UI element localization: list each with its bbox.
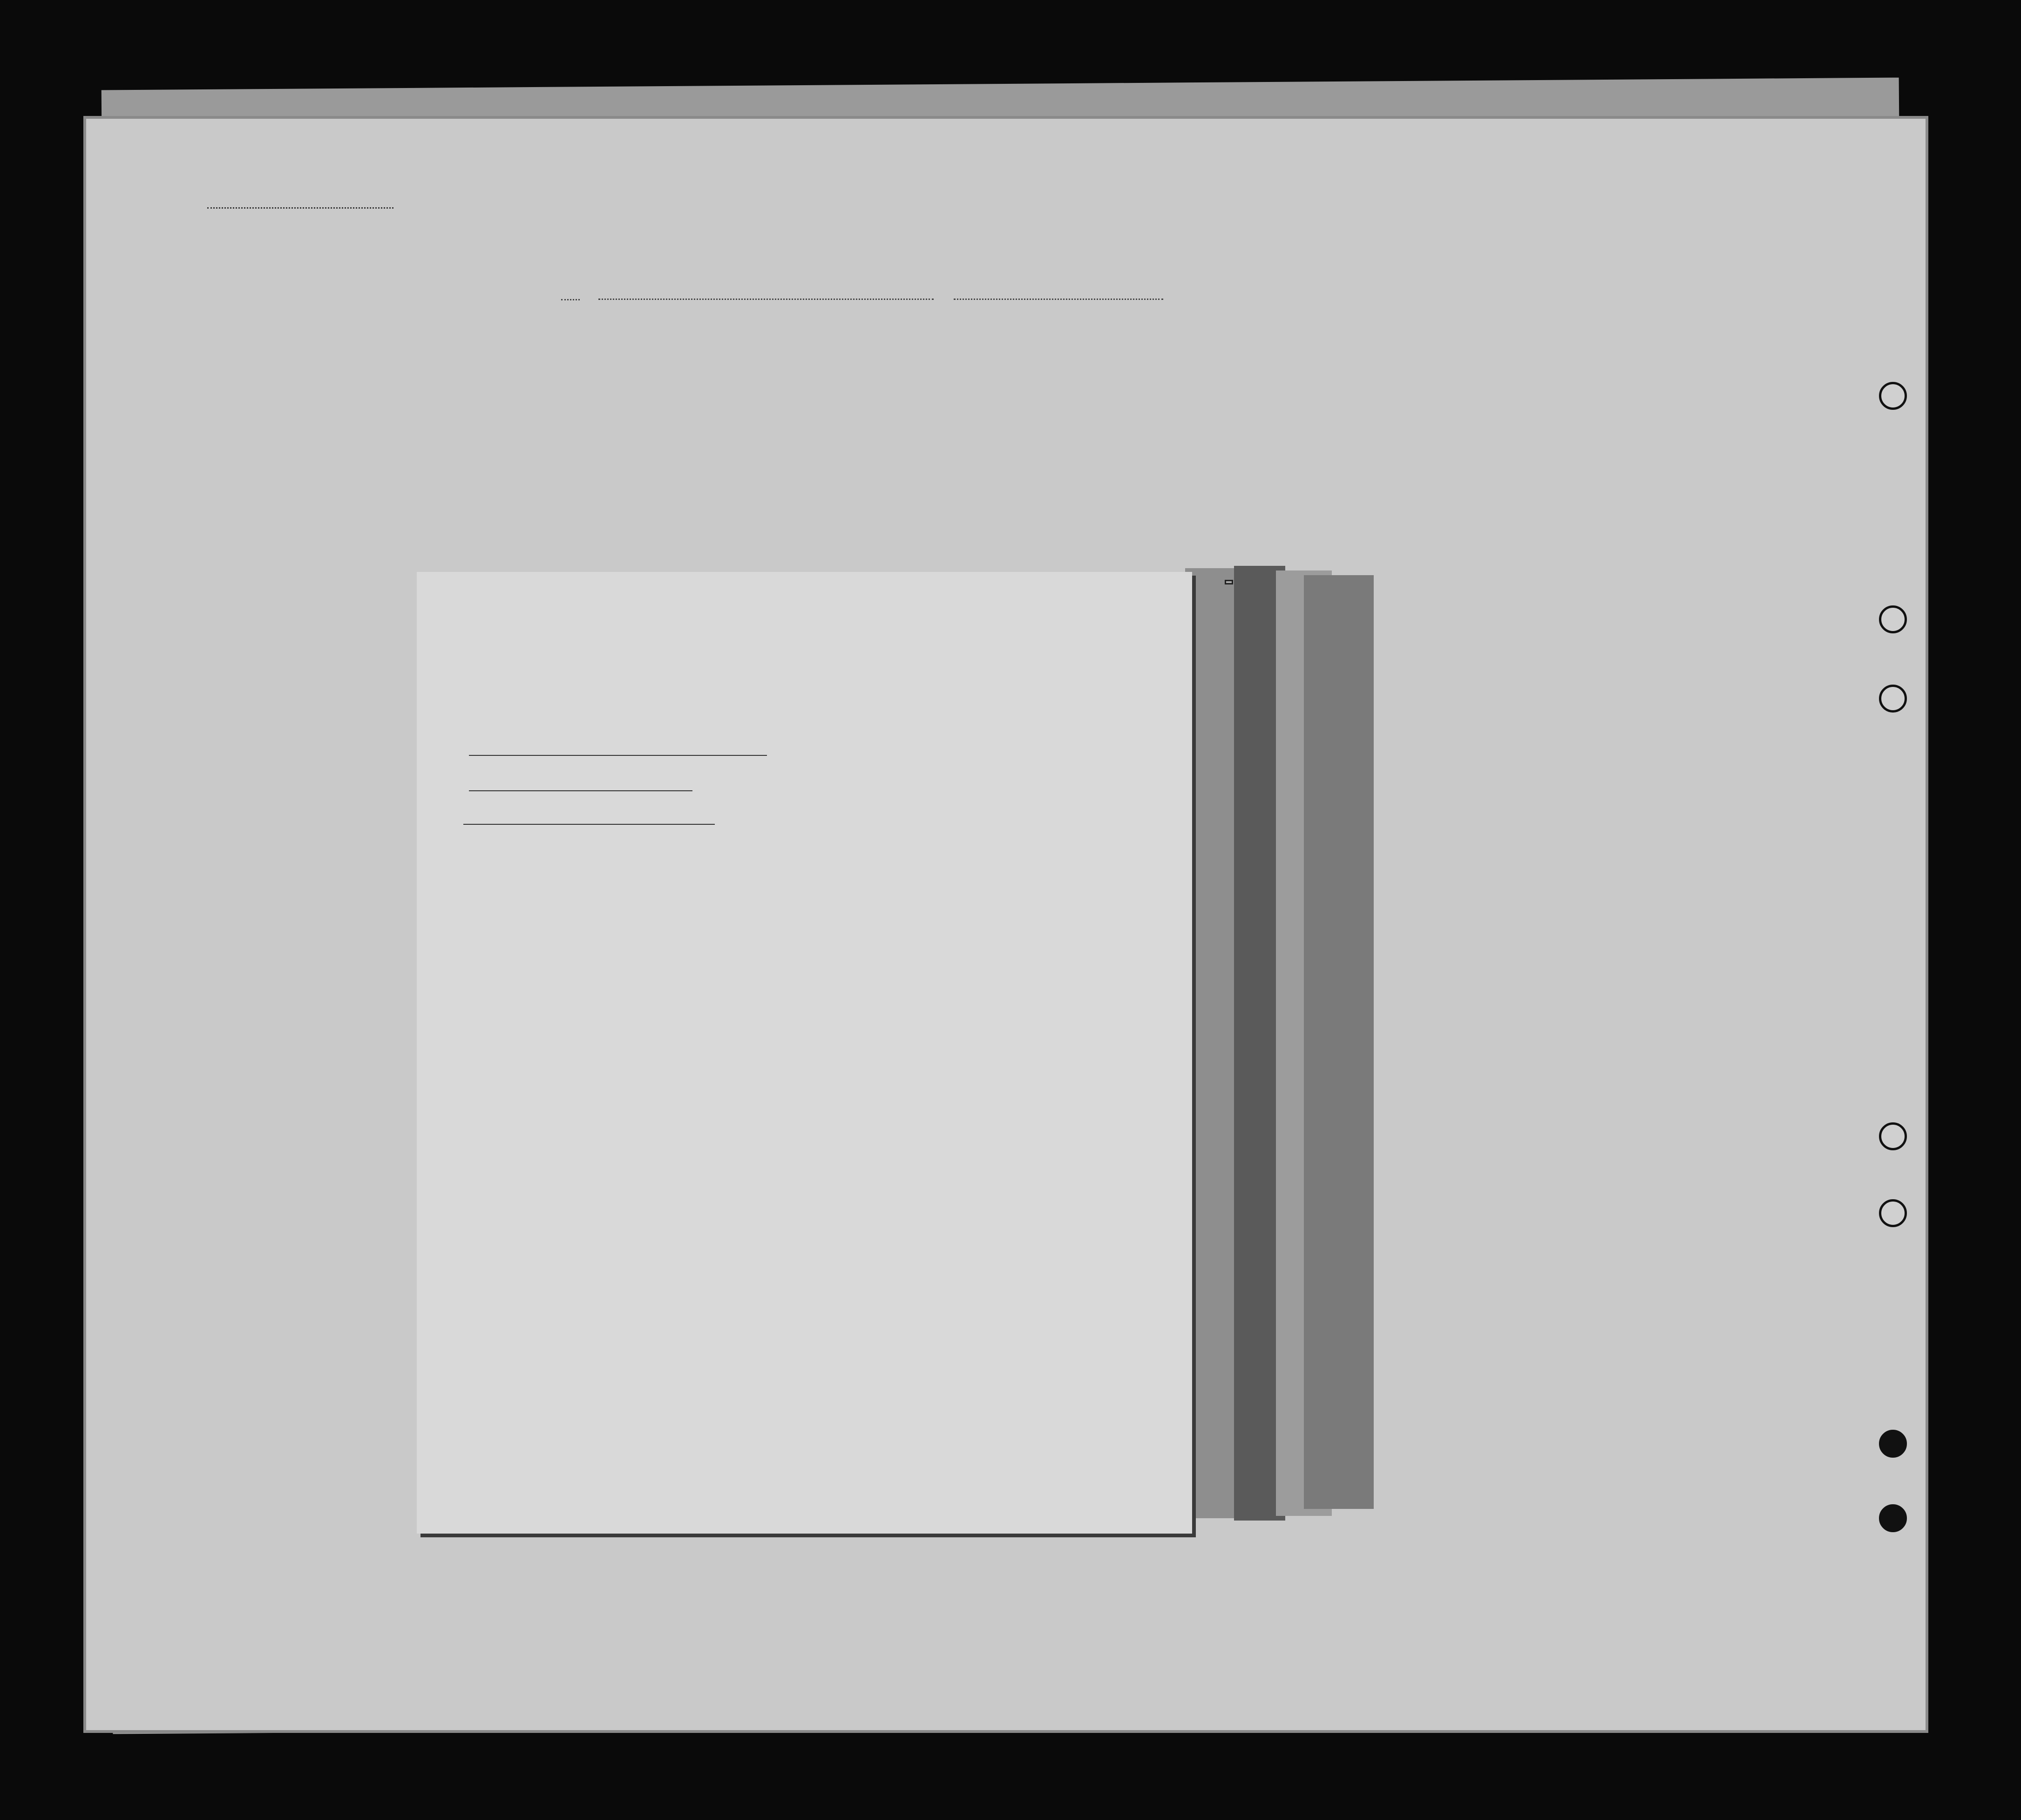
binder-hole-4 bbox=[1879, 1122, 1907, 1150]
binder-hole-2 bbox=[1879, 605, 1907, 633]
sailing-date-field bbox=[954, 299, 1163, 300]
aircraft-row bbox=[469, 781, 699, 794]
master-list-card bbox=[417, 572, 1192, 1534]
binder-hole-5 bbox=[1879, 1199, 1907, 1227]
footnote-races-row bbox=[1008, 1616, 1213, 1627]
landing-row bbox=[463, 814, 715, 828]
stack-card-4 bbox=[1304, 575, 1374, 1509]
carried-from-row bbox=[469, 745, 774, 759]
footer-notes bbox=[1008, 1616, 1213, 1627]
binder-hole-6 bbox=[1879, 1430, 1907, 1458]
binder-hole-1 bbox=[1879, 382, 1907, 410]
carried-from-value bbox=[469, 755, 767, 756]
country-value bbox=[469, 790, 692, 791]
binder-hole-7 bbox=[1879, 1504, 1907, 1532]
list-field bbox=[198, 193, 393, 213]
ship-row bbox=[552, 272, 1893, 300]
stack-label-a bbox=[1313, 598, 1319, 600]
ss-value bbox=[561, 274, 580, 300]
stack-label-exempt bbox=[1304, 577, 1309, 579]
stack-label-us-cit bbox=[1225, 580, 1233, 584]
landing-value bbox=[463, 824, 715, 825]
binder-hole-3 bbox=[1879, 685, 1907, 713]
sailing-port-field bbox=[598, 299, 934, 300]
